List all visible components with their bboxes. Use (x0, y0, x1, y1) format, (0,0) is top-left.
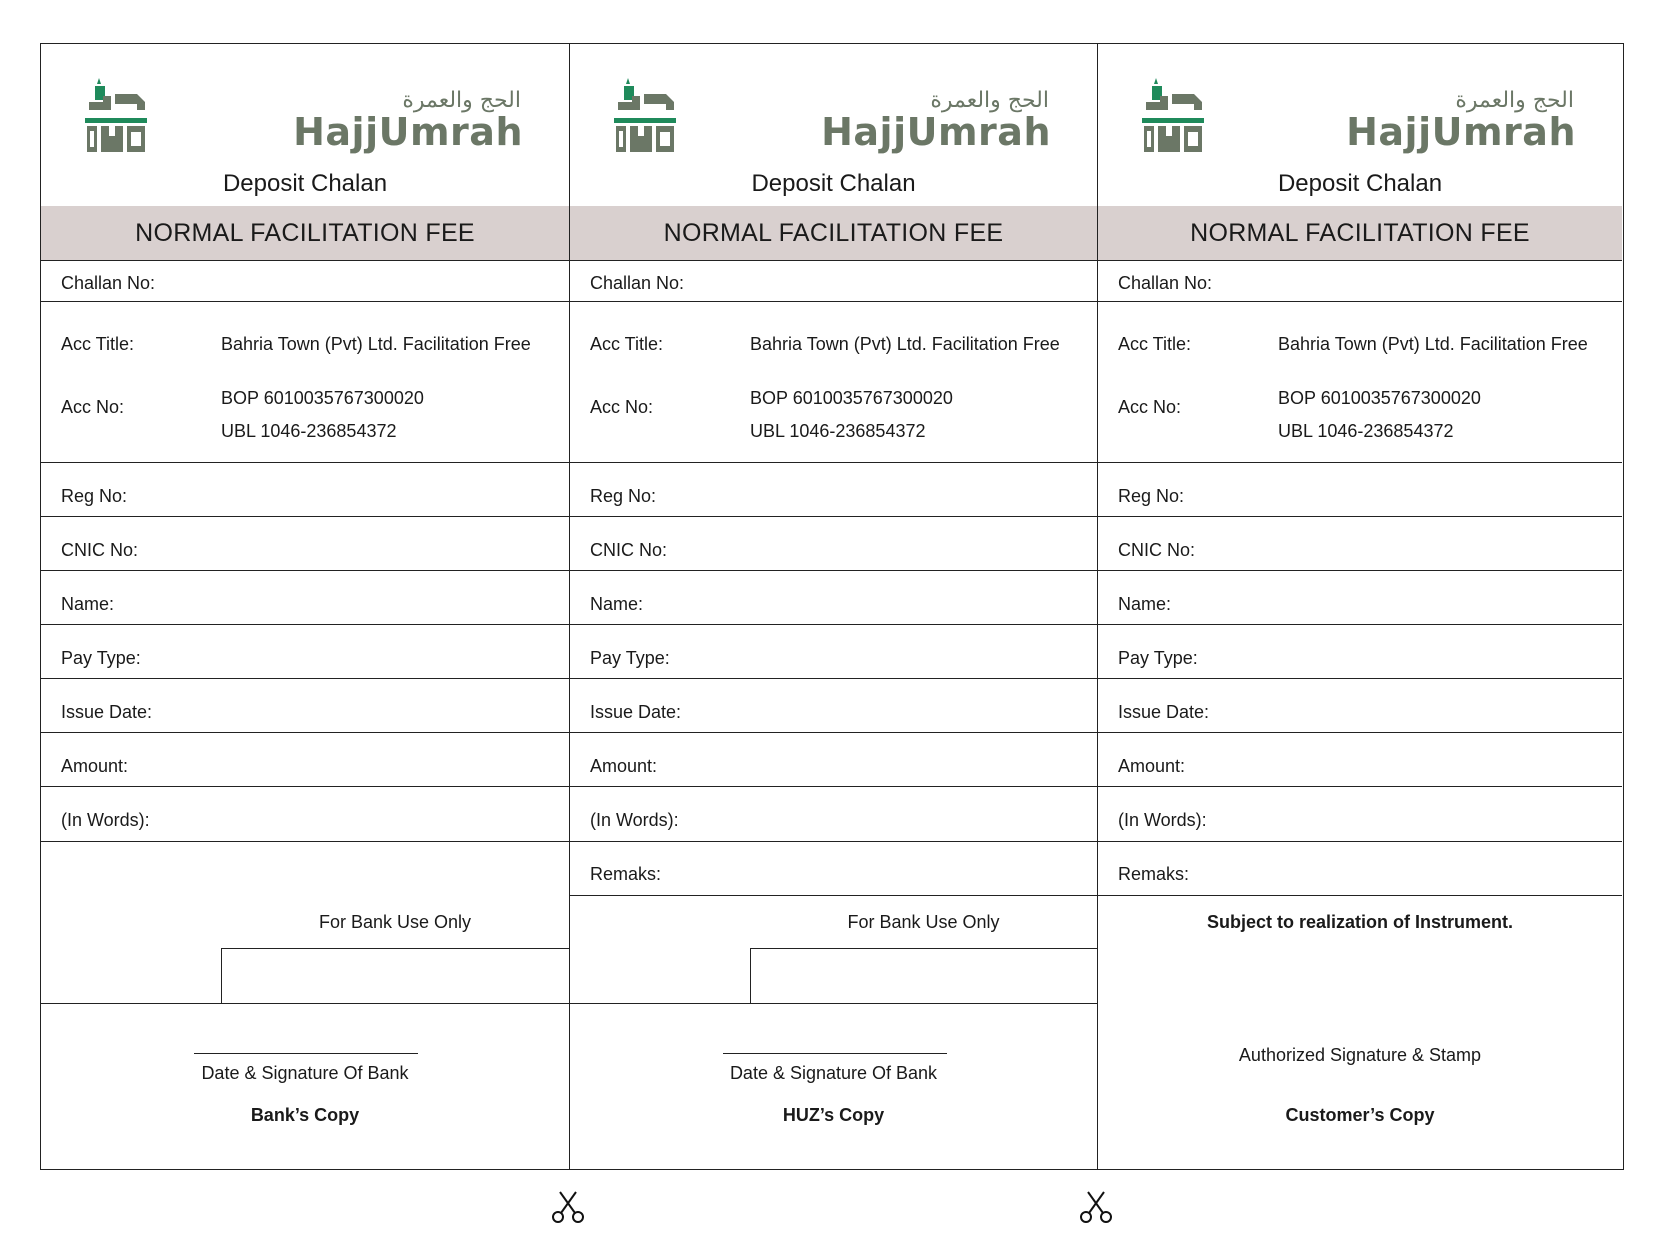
huz-copy (569, 44, 1097, 1169)
divider (1098, 786, 1622, 787)
cnic-no-label: CNIC No: (61, 540, 139, 560)
hajj-umrah-logo-icon (1142, 76, 1204, 154)
brand-name: HajjUmrah (1346, 110, 1576, 154)
name-label: Name: (1118, 594, 1172, 614)
signature-label: Date & Signature Of Bank (201, 1063, 409, 1083)
document-title: Deposit Chalan (1277, 170, 1443, 197)
pay-type-label: Pay Type: (590, 648, 670, 668)
document-title: Deposit Chalan (222, 170, 388, 197)
divider (41, 462, 569, 463)
challan-no-label: Challan No: (61, 273, 156, 293)
hajj-umrah-logo-icon (614, 76, 676, 154)
challan-no-label: Challan No: (1118, 273, 1213, 293)
divider (41, 624, 569, 625)
acc-no-bop: BOP 6010035767300020 (750, 388, 953, 408)
divider (1098, 895, 1622, 896)
divider (570, 678, 1097, 679)
divider (1098, 841, 1622, 842)
cnic-no-label: CNIC No: (590, 540, 668, 560)
divider (570, 516, 1097, 517)
brand-arabic-name: الحج والعمرة (402, 88, 521, 113)
in-words-label: (In Words): (590, 810, 679, 830)
divider (1098, 732, 1622, 733)
signature-line (723, 1053, 947, 1054)
acc-title-label: Acc Title: (1118, 334, 1192, 354)
acc-no-label: Acc No: (1118, 397, 1182, 417)
divider (570, 895, 1097, 896)
in-words-label: (In Words): (1118, 810, 1207, 830)
remarks-label: Remaks: (1118, 864, 1190, 884)
acc-no-label: Acc No: (590, 397, 654, 417)
scissors-icon (551, 1190, 585, 1224)
divider (1098, 260, 1622, 261)
acc-title-value: Bahria Town (Pvt) Ltd. Facilitation Free (221, 334, 531, 354)
acc-title-value: Bahria Town (Pvt) Ltd. Facilitation Free (750, 334, 1060, 354)
signature-line (194, 1053, 418, 1054)
copy-label: Customer’s Copy (1285, 1105, 1435, 1125)
bank-use-box (750, 948, 1097, 1004)
copy-label: HUZ’s Copy (782, 1105, 885, 1125)
divider (570, 260, 1097, 261)
acc-title-label: Acc Title: (590, 334, 664, 354)
scissors-icon (1079, 1190, 1113, 1224)
divider (41, 678, 569, 679)
acc-no-ubl: UBL 1046-236854372 (221, 421, 397, 441)
cnic-no-label: CNIC No: (1118, 540, 1196, 560)
divider (1098, 301, 1622, 302)
acc-no-label: Acc No: (61, 397, 125, 417)
fee-type-band: NORMAL FACILITATION FEE (570, 206, 1097, 260)
signature-label: Date & Signature Of Bank (729, 1063, 938, 1083)
deposit-chalan-sheet (40, 43, 1624, 1170)
divider (41, 570, 569, 571)
remarks-label: Remaks: (590, 864, 662, 884)
bank-use-label: For Bank Use Only (318, 912, 472, 932)
hajj-umrah-logo-icon (85, 76, 147, 154)
divider (41, 786, 569, 787)
acc-no-ubl: UBL 1046-236854372 (1278, 421, 1454, 441)
divider (41, 516, 569, 517)
amount-label: Amount: (1118, 756, 1186, 776)
bank-copy (41, 44, 569, 1169)
customer-copy (1097, 44, 1622, 1169)
reg-no-label: Reg No: (590, 486, 657, 506)
in-words-label: (In Words): (61, 810, 150, 830)
brand-arabic-name: الحج والعمرة (930, 88, 1049, 113)
divider (570, 841, 1097, 842)
divider (1098, 516, 1622, 517)
name-label: Name: (61, 594, 115, 614)
divider (1098, 462, 1622, 463)
pay-type-label: Pay Type: (1118, 648, 1198, 668)
divider (1098, 570, 1622, 571)
divider (41, 841, 569, 842)
reg-no-label: Reg No: (61, 486, 128, 506)
reg-no-label: Reg No: (1118, 486, 1185, 506)
fee-type-band: NORMAL FACILITATION FEE (41, 206, 569, 260)
signature-label: Authorized Signature & Stamp (1238, 1045, 1482, 1065)
divider (570, 301, 1097, 302)
divider (41, 1003, 569, 1004)
divider (41, 301, 569, 302)
divider (41, 260, 569, 261)
issue-date-label: Issue Date: (1118, 702, 1210, 722)
realization-notice: Subject to realization of Instrument. (1206, 912, 1514, 932)
acc-no-ubl: UBL 1046-236854372 (750, 421, 926, 441)
amount-label: Amount: (590, 756, 658, 776)
name-label: Name: (590, 594, 644, 614)
brand-name: HajjUmrah (821, 110, 1051, 154)
acc-title-label: Acc Title: (61, 334, 135, 354)
challan-no-label: Challan No: (590, 273, 685, 293)
divider (570, 624, 1097, 625)
copy-label: Bank’s Copy (250, 1105, 360, 1125)
acc-title-value: Bahria Town (Pvt) Ltd. Facilitation Free (1278, 334, 1588, 354)
divider (570, 732, 1097, 733)
bank-use-label: For Bank Use Only (847, 912, 1000, 932)
acc-no-bop: BOP 6010035767300020 (1278, 388, 1481, 408)
divider (1098, 624, 1622, 625)
brand-arabic-name: الحج والعمرة (1455, 88, 1574, 113)
issue-date-label: Issue Date: (61, 702, 153, 722)
divider (1098, 678, 1622, 679)
acc-no-bop: BOP 6010035767300020 (221, 388, 424, 408)
divider (570, 786, 1097, 787)
document-title: Deposit Chalan (751, 170, 916, 197)
divider (41, 732, 569, 733)
brand-name: HajjUmrah (293, 110, 523, 154)
divider (570, 570, 1097, 571)
divider (570, 462, 1097, 463)
pay-type-label: Pay Type: (61, 648, 141, 668)
divider (570, 1003, 1097, 1004)
issue-date-label: Issue Date: (590, 702, 682, 722)
amount-label: Amount: (61, 756, 129, 776)
fee-type-band: NORMAL FACILITATION FEE (1098, 206, 1622, 260)
bank-use-box (221, 948, 569, 1004)
